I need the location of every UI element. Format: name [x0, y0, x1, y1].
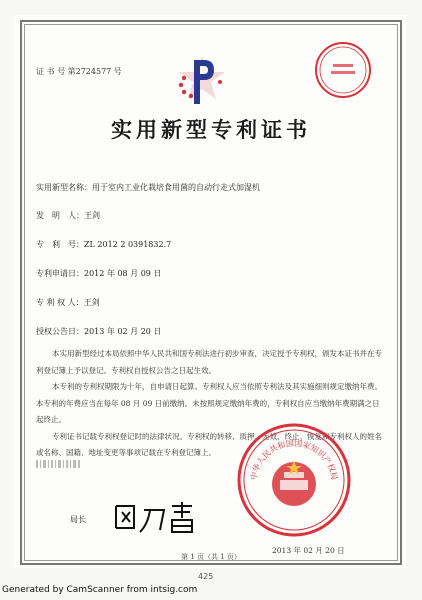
patent-number-value: ZL 2012 2 0391832.7: [84, 240, 172, 249]
inventor-value: 王剑: [84, 211, 100, 220]
official-seal-icon: [236, 422, 352, 538]
inventor-label: 发 明 人：: [36, 211, 84, 220]
patent-number-row: [36, 239, 171, 250]
seal-date: 2013 年 02 月 20 日: [272, 546, 345, 555]
page-number: 第 1 页（共 1 页）: [181, 553, 241, 561]
body-paragraph-3: 专利证书记载专利权登记时的法律状况。专利权的转移、质押、无效、终止、恢复和专利权人的姓名或名称、国籍、地址变更等事项记载在专利登记簿上。: [36, 431, 382, 457]
patent-number-label: 专 利 号：: [36, 240, 84, 249]
filing-date-label: 专利申请日：: [36, 269, 84, 278]
inventor-row: [36, 210, 100, 221]
director-signature-icon: [110, 498, 200, 536]
owner-value: 王剑: [83, 298, 100, 307]
name-value: 用于室内工业化栽培食用菌的自动行走式加湿机: [92, 183, 260, 192]
patent-office-logo-icon: [172, 52, 232, 112]
footer-text: Generated by CamScanner from intsig.com: [2, 585, 198, 595]
name-row: [36, 182, 260, 193]
scan-footer: [0, 583, 422, 600]
grant-date-row: [36, 326, 161, 337]
owner-label: 专 利 权 人：: [36, 298, 84, 307]
grant-date-value: 2013 年 02 月 20 日: [84, 327, 162, 336]
document-title: 实用新型专利证书: [111, 117, 311, 142]
filing-date-row: [36, 268, 161, 279]
grant-date-label: 授权公告日：: [36, 327, 84, 336]
name-label: 实用新型名称：: [36, 183, 92, 192]
agency-stamp-icon: [313, 40, 373, 100]
seal-text: 中华人民共和国国家知识产权局: [249, 438, 339, 481]
owner-row: [36, 297, 100, 308]
filing-date-value: 2012 年 08 月 09 日: [84, 269, 162, 278]
certificate-number: 证 书 号 第2724577 号: [36, 67, 122, 76]
body-paragraph-1: 本实用新型经过本局依照中华人民共和国专利法进行初步审查，决定授予专利权，颁发本证书并在专利登记簿上予以登记。专利权自授权公告之日起生效。: [36, 349, 382, 375]
body-paragraph-2: 本专利的专利权期限为十年，自申请日起算。专利权人应当依照专利法及其实施细则规定缴纳年费。本专利的年费应当在每年 08 月 09 日前缴纳。未按照规定缴纳年费的，专利权自应当缴纳年费期满之日起终止。: [36, 382, 382, 424]
director-label: 局长: [70, 515, 86, 524]
barcode-strip: [36, 460, 216, 468]
handwritten-note: 425: [198, 572, 214, 581]
